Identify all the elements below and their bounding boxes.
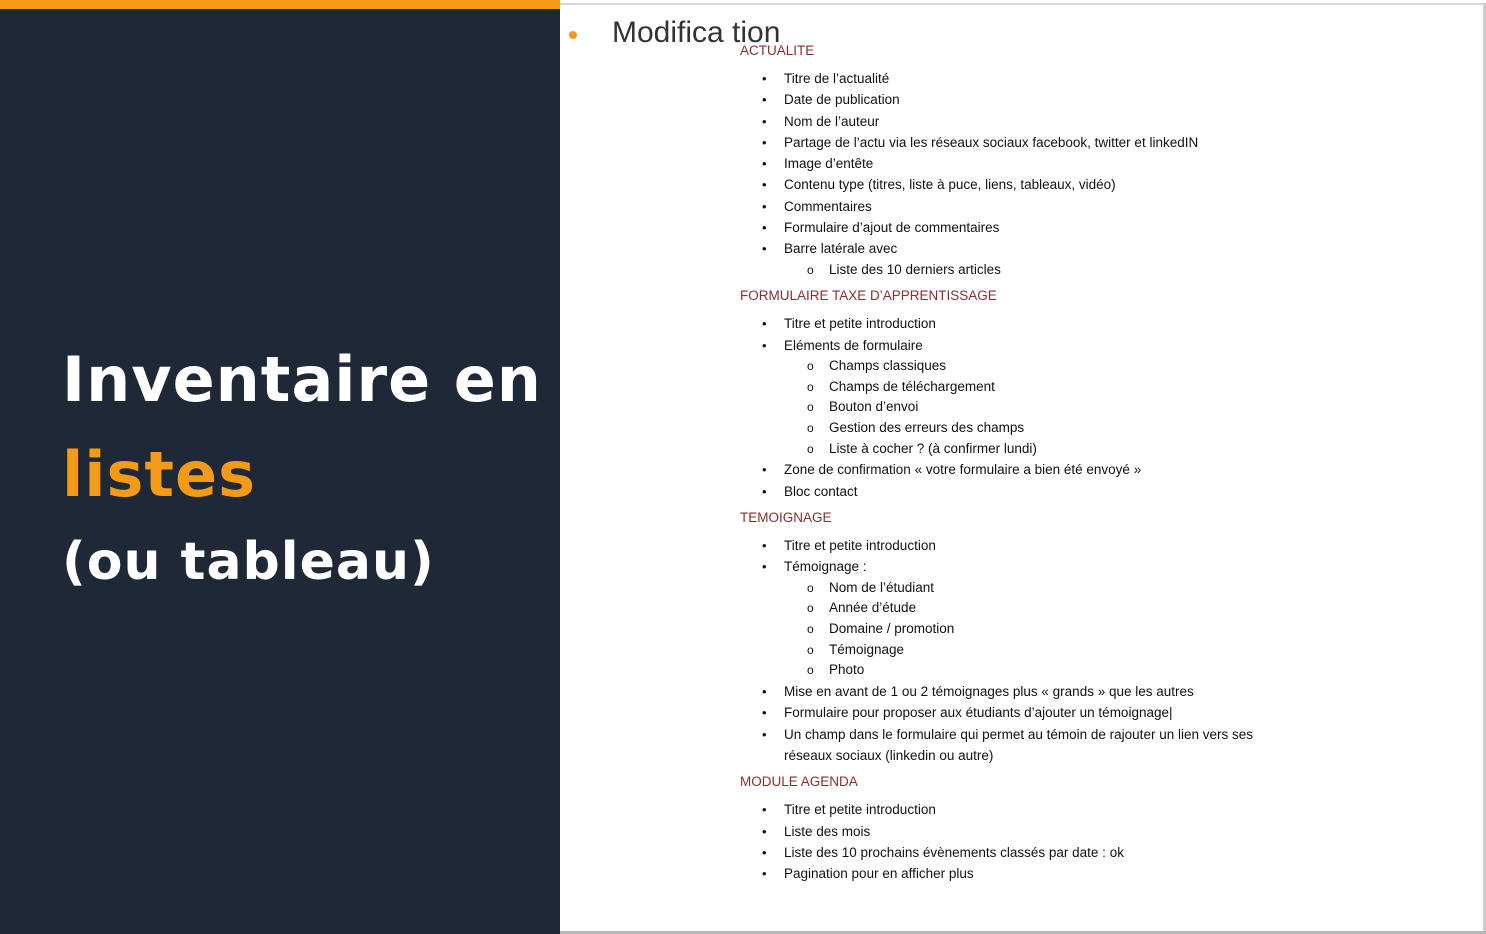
list-item <box>740 842 1253 863</box>
sub-list-item: o Liste des 10 derniers articles <box>740 260 1253 281</box>
title-line-3: (ou tableau) <box>62 532 435 592</box>
list-item-text: Liste des mois <box>784 823 871 839</box>
cut-off-heading: Modifica tion <box>612 16 781 49</box>
list-item <box>740 724 1253 767</box>
list-item <box>740 196 1253 217</box>
section-title: TEMOIGNAGE <box>740 510 832 526</box>
list-item <box>740 89 1253 110</box>
list-item-text: Formulaire d’ajout de commentaires <box>784 220 1000 236</box>
list-item-text: Titre et petite introduction <box>784 538 936 554</box>
list-item-text: Mise en avant de 1 ou 2 témoignages plus « grands » que les autres <box>784 684 1194 700</box>
accent-bar <box>0 0 560 9</box>
sub-list-item: o Bouton d’envoi <box>740 397 1253 418</box>
document-content <box>740 41 1253 885</box>
list-item <box>740 174 1253 195</box>
list-item-text: Témoignage : <box>784 559 867 575</box>
sub-list-item: o Champs classiques <box>740 356 1253 377</box>
title-line-1: Inventaire en <box>62 343 542 416</box>
bullet-list <box>740 313 1253 502</box>
sub-list-item: o Gestion des erreurs des champs <box>740 418 1253 439</box>
sub-list-item: o Domaine / promotion <box>740 619 1253 640</box>
list-item-text: Pagination pour en afficher plus <box>784 866 974 882</box>
bullet-list <box>740 799 1253 884</box>
list-item-text: Un champ dans le formulaire qui permet au témoin de rajouter un lien vers ses <box>784 726 1253 742</box>
list-item <box>740 217 1253 238</box>
list-item-text: Barre latérale avec <box>784 241 898 257</box>
list-item-text: Titre et petite introduction <box>784 316 936 332</box>
list-item <box>740 535 1253 556</box>
list-item-text: Contenu type (titres, liste à puce, liens, tableaux, vidéo) <box>784 177 1116 193</box>
section-title: MODULE AGENDA <box>740 774 858 790</box>
section-title: FORMULAIRE TAXE D’APPRENTISSAGE <box>740 288 997 304</box>
list-item <box>740 335 1253 356</box>
section-title: ACTUALITE <box>740 43 815 58</box>
sub-list-item: o Nom de l’étudiant <box>740 578 1253 599</box>
list-item-text: Image d’entête <box>784 156 874 172</box>
list-item <box>740 153 1253 174</box>
list-item <box>740 702 1253 723</box>
sub-list-item: o Témoignage <box>740 640 1253 661</box>
list-item <box>740 68 1253 89</box>
bullet-list <box>740 68 1253 280</box>
bullet-dot-icon <box>569 31 577 39</box>
list-item-text: Titre et petite introduction <box>784 802 936 818</box>
list-item-text: Zone de confirmation « votre formulaire a bien été envoyé » <box>784 462 1142 478</box>
sub-list-item: o Champs de téléchargement <box>740 377 1253 398</box>
list-item <box>740 313 1253 334</box>
title-line-2-highlight: listes <box>62 438 256 511</box>
sub-list-item: o Liste à cocher ? (à confirmer lundi) <box>740 439 1253 460</box>
list-item-text: Commentaires <box>784 198 872 214</box>
top-border <box>560 3 1486 5</box>
list-item <box>740 238 1253 259</box>
list-item <box>740 863 1253 884</box>
sub-list-item: o Photo <box>740 660 1253 681</box>
slide-left-panel <box>0 0 560 934</box>
list-item-text: Partage de l’actu via les réseaux sociaux facebook, twitter et linkedIN <box>784 134 1199 150</box>
list-item <box>740 556 1253 577</box>
list-item <box>740 821 1253 842</box>
list-item-text: Date de publication <box>784 92 900 108</box>
sub-list-item: o Année d’étude <box>740 598 1253 619</box>
list-item <box>740 799 1253 820</box>
list-item <box>740 111 1253 132</box>
list-item <box>740 132 1253 153</box>
list-item-text: Bloc contact <box>784 483 858 499</box>
list-item <box>740 481 1253 502</box>
document-screenshot-panel <box>560 0 1486 934</box>
list-item-text: Titre de l’actualité <box>784 71 890 86</box>
bullet-list <box>740 535 1253 766</box>
list-item-text: Nom de l’auteur <box>784 113 880 129</box>
list-item-text-continued: réseaux sociaux (linkedin ou autre) <box>784 748 994 764</box>
list-item-text: Formulaire pour proposer aux étudiants d’ajouter un témoignage| <box>784 705 1173 721</box>
list-item-text: Liste des 10 prochains évènements classés par date : ok <box>784 844 1124 860</box>
slide-title <box>62 344 542 593</box>
list-item <box>740 681 1253 702</box>
list-item-text: Eléments de formulaire <box>784 337 923 353</box>
list-item <box>740 459 1253 480</box>
